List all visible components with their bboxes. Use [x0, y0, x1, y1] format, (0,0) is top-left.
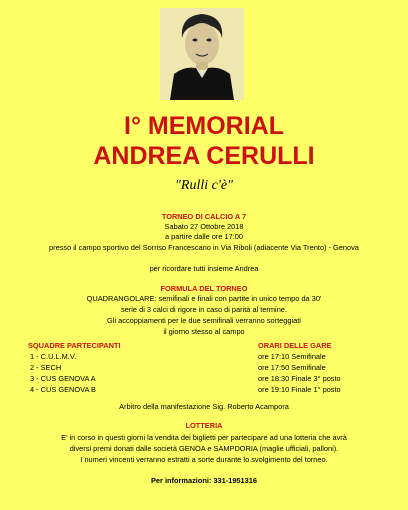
event-date: Sabato 27 Ottobre 2018	[164, 222, 244, 231]
lottery-line1: E' in corso in questi giorni la vendita dei biglietti per partecipare ad una lotteria che avrà	[61, 433, 347, 442]
page-title-line2: ANDREA CERULLI	[93, 142, 315, 170]
motto: "Rulli c'è"	[175, 178, 233, 193]
page-title-line1: I° MEMORIAL	[124, 112, 284, 140]
team-item: 2 - SECH	[30, 363, 62, 372]
format-line2: serie di 3 calci di rigore in caso di parità al termine.	[121, 305, 287, 314]
lottery-line2: diversi premi donati dalle società GENOA e SAMPDORIA (maglie ufficiali, palloni).	[69, 444, 339, 453]
schedule-heading: ORARI DELLE GARE	[258, 341, 332, 350]
contact-info: Per informazioni: 331-1951316	[151, 476, 257, 485]
team-item: 3 - CUS GENOVA A	[30, 374, 96, 383]
schedule-item: ore 17:10 Semifinale	[258, 352, 326, 361]
referee-line: Arbitro della manifestazione Sig. Roberto Acampora	[119, 402, 289, 411]
team-item: 4 - CUS GENOVA B	[30, 385, 96, 394]
format-line4: il giorno stesso al campo	[163, 327, 245, 336]
schedule-item: ore 19:10 Finale 1° posto	[258, 385, 341, 394]
lottery-line3: I numeri vincenti verranno estratti a sorte durante lo svolgimento del torneo.	[80, 455, 328, 464]
event-tagline: per ricordare tutti insieme Andrea	[149, 264, 259, 273]
teams-heading: SQUADRE PARTECIPANTI	[28, 341, 121, 350]
portrait-photo	[160, 8, 244, 100]
team-item: 1 - C.U.L.M.V.	[30, 352, 77, 361]
event-venue: presso il campo sportivo del Sorriso Francescano in Via Riboli (adiacente Via Trento) - Genova	[49, 243, 359, 252]
format-line3: Gli accoppiamenti per le due semifinali verranno sorteggiati	[107, 316, 301, 325]
lottery-heading: LOTTERIA	[185, 421, 223, 430]
schedule-item: ore 18:30 Finale 3° posto	[258, 374, 341, 383]
event-time: a partire dalle ore 17:00	[164, 232, 244, 241]
event-heading: TORNEO DI CALCIO A 7	[161, 212, 247, 221]
teams-list	[28, 340, 228, 395]
format-heading: FORMULA DEL TORNEO	[160, 284, 248, 293]
schedule-item: ore 17:50 Semifinale	[258, 363, 326, 372]
format-line1: QUADRANGOLARE: semifinali e finali con partite in unico tempo da 30'	[86, 294, 322, 303]
schedule-list	[258, 340, 398, 395]
